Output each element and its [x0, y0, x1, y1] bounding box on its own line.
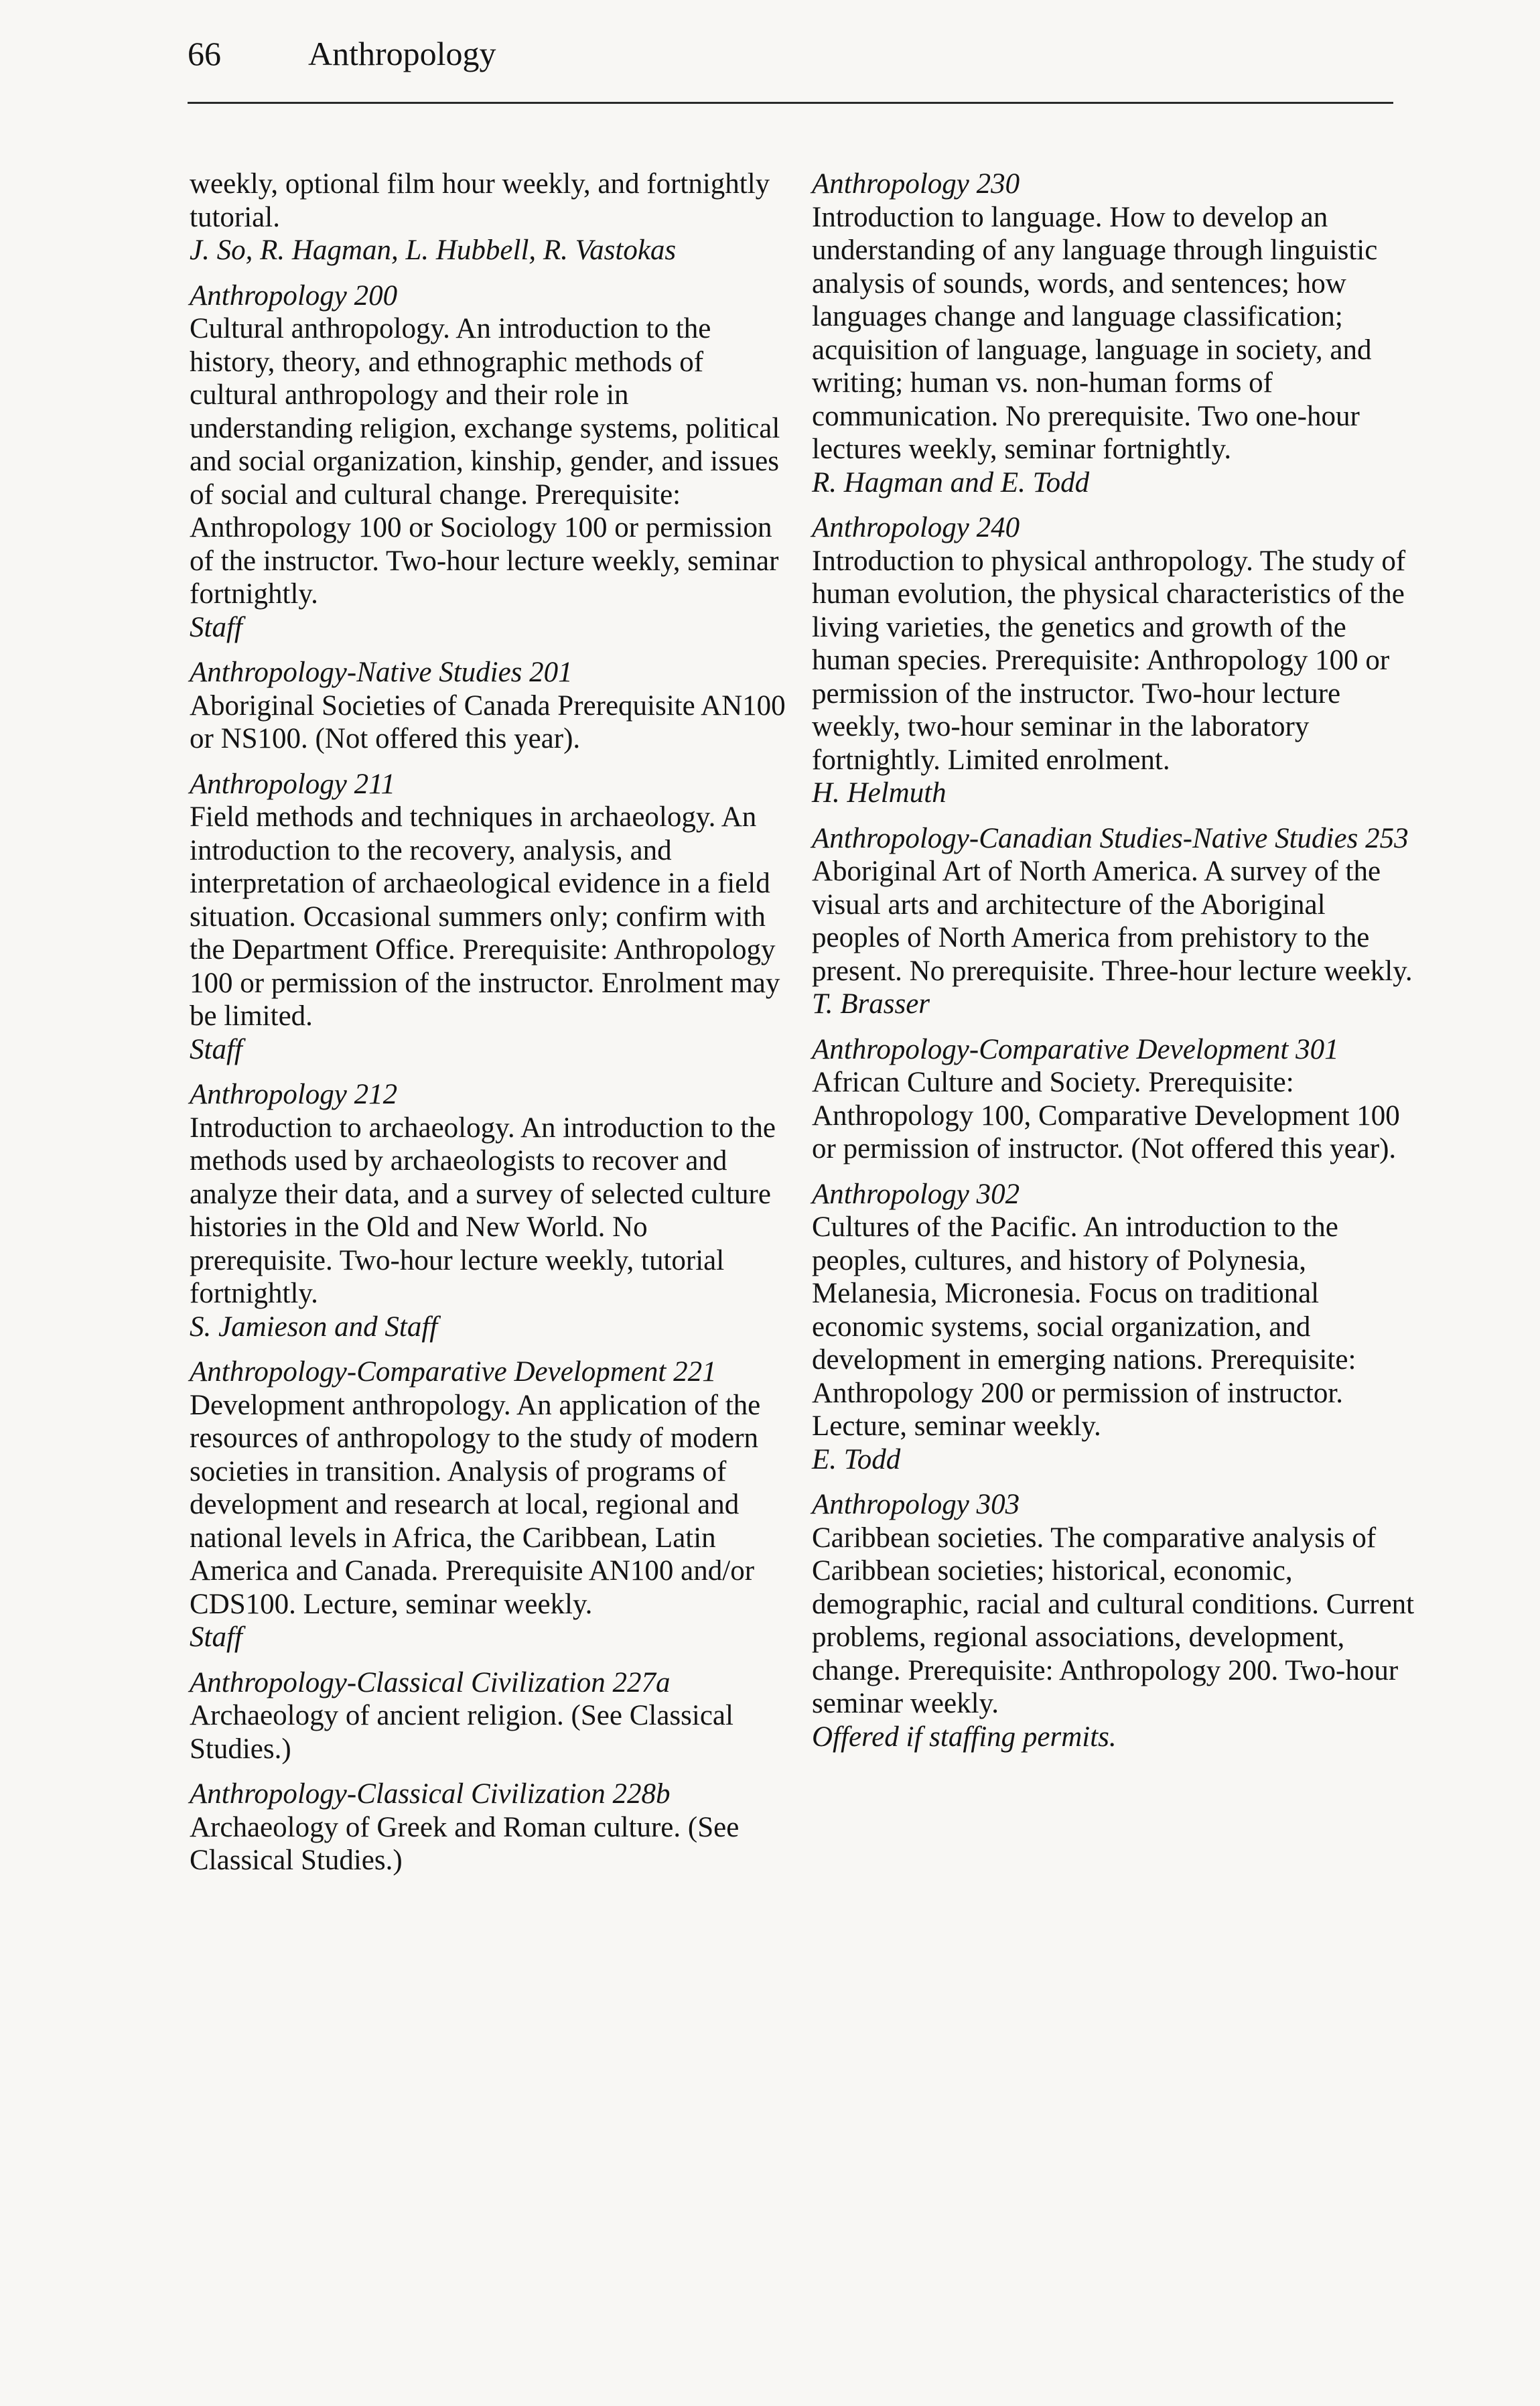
course-entry — [190, 1778, 792, 1877]
course-entry — [812, 1178, 1415, 1477]
course-entry — [190, 1078, 792, 1343]
course-description: Development anthropology. An application of the resources of anthropology to the study of modern societies in transition. Analysis of programs of development and research at local, regional and national levels in Africa, the Caribbean, Latin America and Canada. Prerequisite AN100 and/or CDS100. Lecture, seminar weekly. — [190, 1389, 761, 1620]
instructors: H. Helmuth — [812, 777, 947, 809]
instructors: Offered if staffing permits. — [812, 1721, 1117, 1753]
course-description: Aboriginal Art of North America. A survey of the visual arts and architecture of the Aboriginal peoples of North America from prehistory to the present. No prerequisite. Three-hour lecture weekly. — [812, 856, 1413, 987]
instructors: E. Todd — [812, 1443, 901, 1475]
course-title: Anthropology 240 — [812, 512, 1020, 543]
instructors: S. Jamieson and Staff — [190, 1311, 438, 1343]
page-number: 66 — [188, 35, 221, 72]
instructors: R. Hagman and E. Todd — [812, 466, 1090, 498]
course-title: Anthropology-Comparative Development 301 — [812, 1033, 1339, 1065]
course-description: Introduction to language. How to develop an understanding of any language through linguistic analysis of sounds, words, and sentences; how languages change and language classification; acquisition of language, language in society, and writing; human vs. non-human forms of communication. No prerequisite. Two one-hour lectures weekly, seminar fortnightly. — [812, 201, 1378, 465]
left-column — [190, 168, 792, 1889]
course-entry — [190, 1355, 792, 1654]
continuation-entry — [190, 168, 792, 267]
course-title: Anthropology-Native Studies 201 — [190, 657, 573, 688]
course-title: Anthropology-Classical Civilization 228b — [190, 1778, 671, 1810]
course-description: Introduction to archaeology. An introduction to the methods used by archaeologists to recover and analyze their data, and a survey of selected culture histories in the Old and New World. No prerequisite. Two-hour lecture weekly, tutorial fortnightly. — [190, 1112, 776, 1309]
running-title: Anthropology — [308, 35, 496, 72]
course-description: Archaeology of Greek and Roman culture. (See Classical Studies.) — [190, 1811, 740, 1876]
course-title: Anthropology 200 — [190, 279, 398, 312]
course-entry — [812, 1033, 1415, 1166]
course-description: Field methods and techniques in archaeology. An introduction to the recovery, analysis, and interpretation of archaeological evidence in a field situation. Occasional summers only; confirm with the Department Office. Prerequisite: Anthropology 100 or permission of the instructor. Enrolment may be limited. — [190, 801, 780, 1032]
header-rule — [188, 102, 1393, 104]
course-entry — [812, 1488, 1415, 1753]
instructors: J. So, R. Hagman, L. Hubbell, R. Vastokas — [190, 235, 677, 266]
instructors: Staff — [190, 611, 242, 643]
course-entry — [190, 1666, 792, 1766]
course-description: Cultures of the Pacific. An introduction to the peoples, cultures, and history of Polynesia, Melanesia, Micronesia. Focus on traditional economic systems, social organization, and development in emerging nations. Prerequisite: Anthropology 200 or permission of instructor. Lecture, seminar weekly. — [812, 1211, 1356, 1442]
course-title: Anthropology 212 — [190, 1079, 398, 1110]
course-title: Anthropology 230 — [812, 168, 1020, 200]
course-description: Caribbean societies. The comparative analysis of Caribbean societies; historical, economic, demographic, racial and cultural conditions. Current problems, regional associations, development, change. Prerequisite: Anthropology 200. Two-hour seminar weekly. — [812, 1522, 1415, 1719]
course-title: Anthropology-Canadian Studies-Native Studies 253 — [812, 822, 1409, 854]
course-title: Anthropology-Comparative Development 221 — [190, 1356, 717, 1388]
course-description: Introduction to physical anthropology. The study of human evolution, the physical characteristics of the living varieties, the genetics and growth of the human species. Prerequisite: Anthropology 100 or permission of the instructor. Two-hour lecture weekly, two-hour seminar in the laboratory fortnightly. Limited enrolment. — [812, 545, 1406, 776]
course-entry — [812, 822, 1415, 1021]
course-description: Archaeology of ancient religion. (See Classical Studies.) — [190, 1700, 733, 1765]
instructors: T. Brasser — [812, 988, 930, 1020]
page-header — [188, 20, 1393, 87]
course-title: Anthropology-Classical Civilization 227a — [190, 1666, 671, 1698]
course-description: Cultural anthropology. An introduction to the history, theory, and ethnographic methods of cultural anthropology and their role in understanding religion, exchange systems, political and social organization, kinship, gender, and issues of social and cultural change. Prerequisite: Anthropology 100 or Sociology 100 or permission of the instructor. Two-hour lecture weekly, seminar fortnightly. — [190, 313, 780, 610]
course-entry — [190, 768, 792, 1067]
course-description: African Culture and Society. Prerequisite: Anthropology 100, Comparative Development 100 or permission of instructor. (Not offered this year). — [812, 1067, 1400, 1164]
course-title: Anthropology 302 — [812, 1178, 1020, 1210]
course-title: Anthropology 303 — [812, 1489, 1020, 1520]
course-description: Aboriginal Societies of Canada Prerequisite AN100 or NS100. (Not offered this year). — [190, 689, 786, 754]
instructors: Staff — [190, 1033, 242, 1065]
continuation-text: weekly, optional film hour weekly, and fortnightly tutorial. — [190, 168, 770, 233]
course-title: Anthropology 211 — [190, 768, 395, 800]
course-entry — [190, 656, 792, 756]
right-column — [812, 168, 1415, 1765]
instructors: Staff — [190, 1621, 242, 1653]
course-entry — [812, 511, 1415, 810]
course-entry — [812, 168, 1415, 499]
course-entry — [190, 279, 792, 645]
